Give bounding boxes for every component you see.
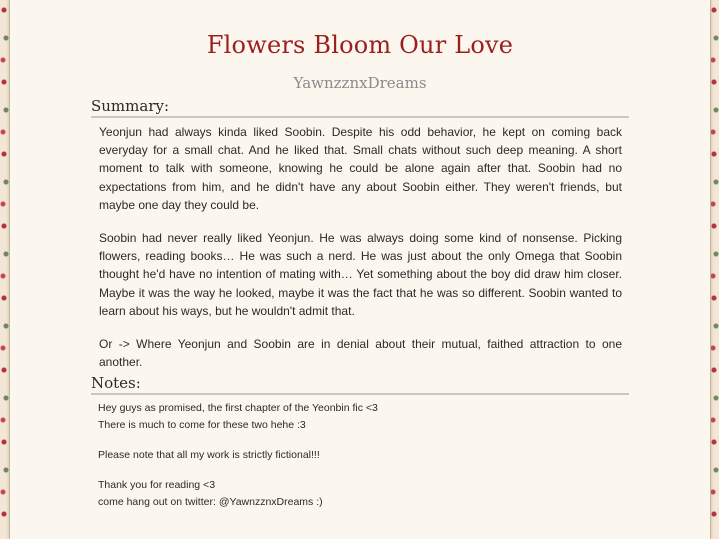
- notes-line: Hey guys as promised, the first chapter of the Yeonbin fic <3: [98, 402, 378, 414]
- summary-heading: Summary:: [91, 97, 629, 118]
- summary-paragraph: Yeonjun had always kinda liked Soobin. Despite his odd behavior, he kept on coming back everyday for a small chat. And he liked that. Small chats without such deep meaning. A short moment to talk with someone, knowing he could be alone again after that. Soobin had no expectations from him, and he didn't have any about Soobin either. They weren't friends, but maybe one day they could be.: [99, 125, 622, 212]
- summary-text: [99, 123, 622, 386]
- notes-text: [98, 400, 618, 524]
- twitter-line: come hang out on twitter: @YawnzznxDreams :): [98, 496, 323, 508]
- summary-paragraph: Soobin had never really liked Yeonjun. He was always doing some kind of nonsense. Picking flowers, reading books… He was such a nerd. He was just about the only Omega that Soobin thought he'd have no intention of mating with… Yet something about the boy did draw him closer. Maybe it was the way he looked, maybe it was the fact that he was so different. Soobin wanted to learn about his ways, but he wouldn't admit that.: [99, 231, 622, 318]
- notes-line: Please note that all my work is strictly fictional!!!: [98, 449, 320, 461]
- work-title: Flowers Bloom Our Love: [206, 31, 514, 59]
- notes-paragraph: [98, 400, 618, 434]
- notes-line: There is much to come for these two hehe :3: [98, 419, 306, 431]
- notes-paragraph: [98, 447, 618, 464]
- notes-heading: Notes:: [91, 374, 629, 395]
- author-link[interactable]: YawnzznxDreams: [293, 74, 427, 92]
- notes-paragraph: [98, 477, 618, 511]
- summary-paragraph: Or -> Where Yeonjun and Soobin are in denial about their mutual, faithed attraction to one another.: [99, 337, 622, 370]
- work-page: [9, 0, 711, 539]
- notes-line: Thank you for reading <3: [98, 479, 216, 491]
